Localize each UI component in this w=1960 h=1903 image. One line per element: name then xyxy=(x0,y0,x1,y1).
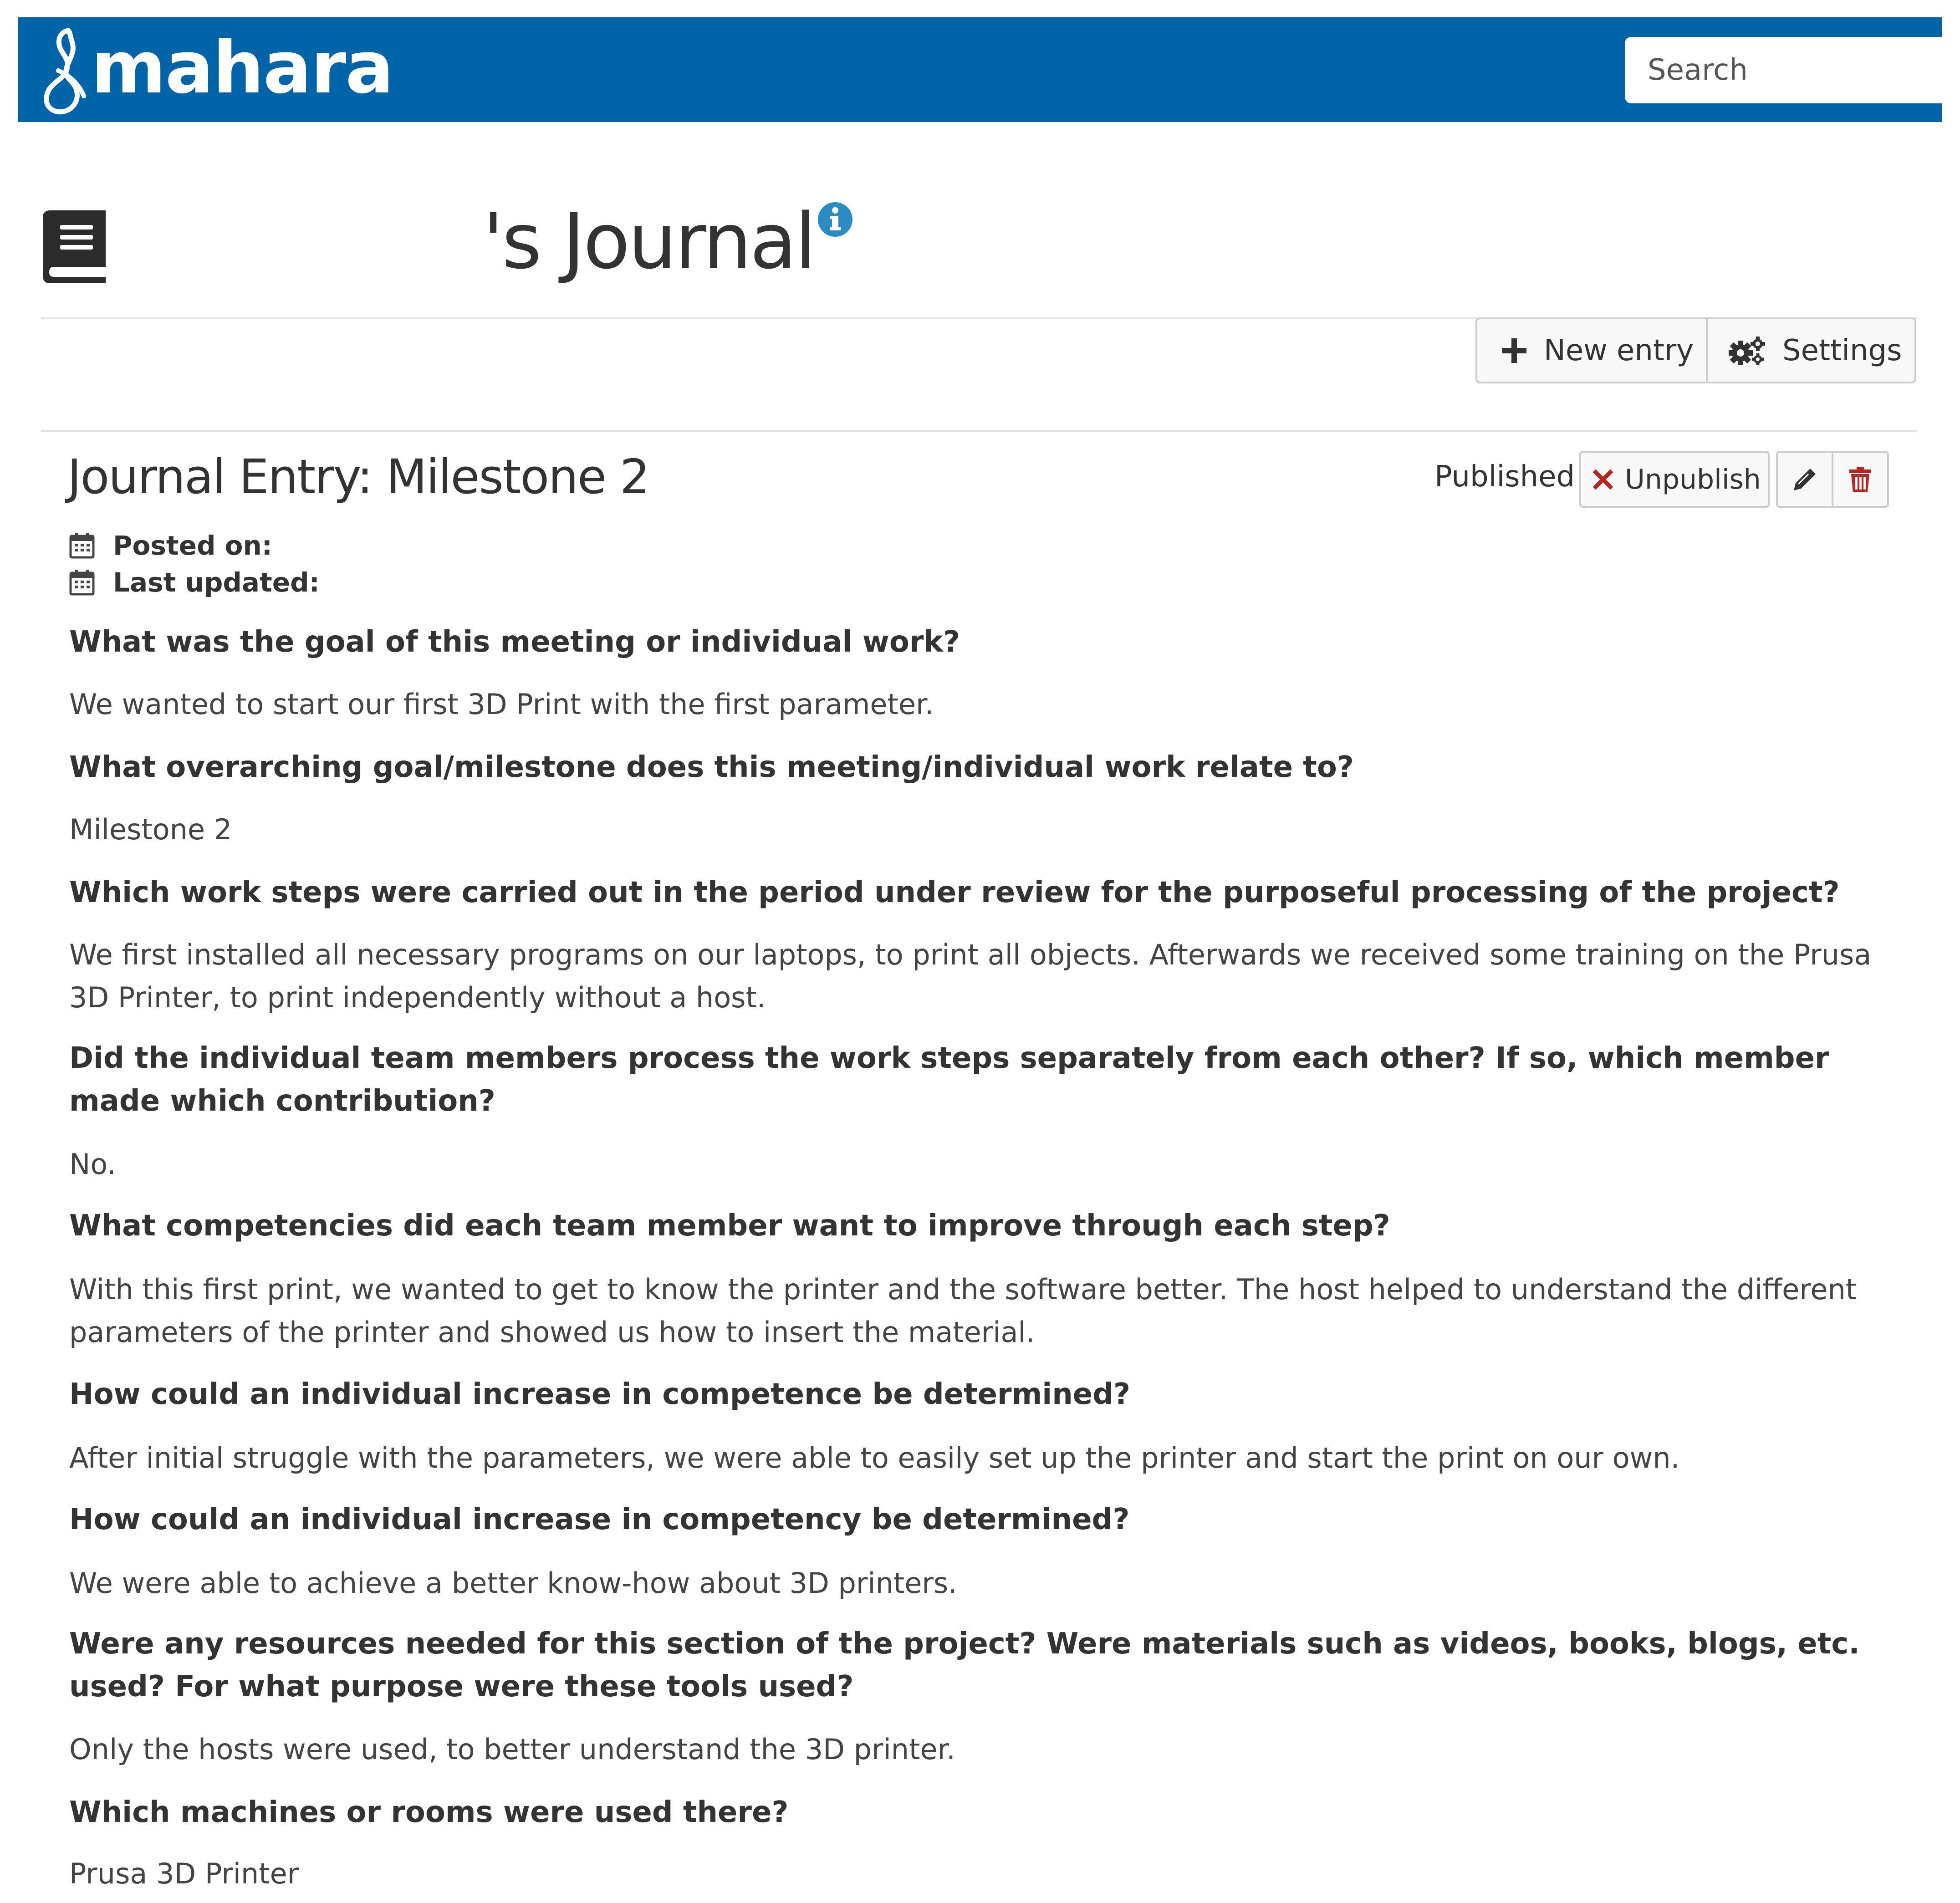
qa-question: How could an individual increase in competency be determined? xyxy=(69,1503,1130,1536)
journal-icon xyxy=(40,208,108,284)
new-entry-label: New entry xyxy=(1544,333,1694,367)
settings-button[interactable] xyxy=(1708,317,1916,383)
qa-answer: We first installed all necessary programs on our laptops, to print all objects. Afterwards we received some training on the Prusa 3D Printer, to print independently without a host. xyxy=(69,938,1872,1014)
qa-answer: After initial struggle with the parameters, we were able to easily set up the printer and start the print on our own. xyxy=(69,1441,1680,1474)
mahara-logo-icon xyxy=(40,25,90,116)
qa-question: Which machines or rooms were used there? xyxy=(69,1796,789,1829)
qa-question: Did the individual team members process the work steps separately from each other? If so, which member made which contribution? xyxy=(69,1041,1829,1118)
unpublish-button[interactable] xyxy=(1579,451,1770,508)
plus-icon xyxy=(1501,337,1527,364)
pencil-icon xyxy=(1792,467,1817,492)
qa-question: How could an individual increase in competence be determined? xyxy=(69,1378,1131,1411)
qa-answer: We wanted to start our first 3D Print with the first parameter. xyxy=(69,688,934,721)
qa-question: What competencies did each team member want to improve through each step? xyxy=(69,1209,1390,1243)
posted-on-label: Posted on: xyxy=(113,530,272,561)
qa-answer: No. xyxy=(69,1148,116,1181)
qa-answer: Only the hosts were used, to better understand the 3D printer. xyxy=(69,1733,956,1766)
site-logo[interactable] xyxy=(40,23,393,118)
new-entry-button[interactable] xyxy=(1475,317,1708,383)
entry-title: Journal Entry: Milestone 2 xyxy=(67,449,649,505)
qa-question: What was the goal of this meeting or individual work? xyxy=(69,625,960,659)
edit-button[interactable] xyxy=(1776,451,1833,508)
page-title: 's Journal xyxy=(483,197,815,286)
qa-answer: With this first print, we wanted to get to know the printer and the software better. The host helped to understand the different parameters of the printer and showed us how to insert the material. xyxy=(69,1273,1857,1349)
qa-answer: Prusa 3D Printer xyxy=(69,1857,299,1890)
settings-label: Settings xyxy=(1782,333,1902,367)
gears-icon xyxy=(1729,336,1766,366)
qa-question: Which work steps were carried out in the period under review for the purposeful processing of the project? xyxy=(69,876,1840,909)
qa-answer: Milestone 2 xyxy=(69,813,232,846)
delete-button[interactable] xyxy=(1832,451,1889,508)
qa-question: Were any resources needed for this section of the project? Were materials such as videos, books, blogs, etc. used? For what purpose were these tools used? xyxy=(69,1627,1860,1704)
divider xyxy=(41,430,1917,432)
header-bar xyxy=(18,17,1942,122)
posted-on xyxy=(69,530,272,561)
status-label: Published xyxy=(1434,460,1575,494)
calendar-icon xyxy=(69,569,95,596)
info-icon[interactable] xyxy=(817,201,853,238)
qa-answer: We were able to achieve a better know-how about 3D printers. xyxy=(69,1566,957,1600)
search-input[interactable] xyxy=(1625,37,1942,103)
qa-question: What overarching goal/milestone does this meeting/individual work relate to? xyxy=(69,750,1354,784)
unpublish-label: Unpublish xyxy=(1625,463,1761,495)
close-icon xyxy=(1593,469,1613,490)
logo-wordmark: mahara xyxy=(91,26,393,110)
last-updated-label: Last updated: xyxy=(113,567,320,598)
last-updated xyxy=(69,567,320,598)
trash-icon xyxy=(1848,467,1872,492)
journal-toolbar xyxy=(1475,317,1916,383)
calendar-icon xyxy=(69,532,95,559)
